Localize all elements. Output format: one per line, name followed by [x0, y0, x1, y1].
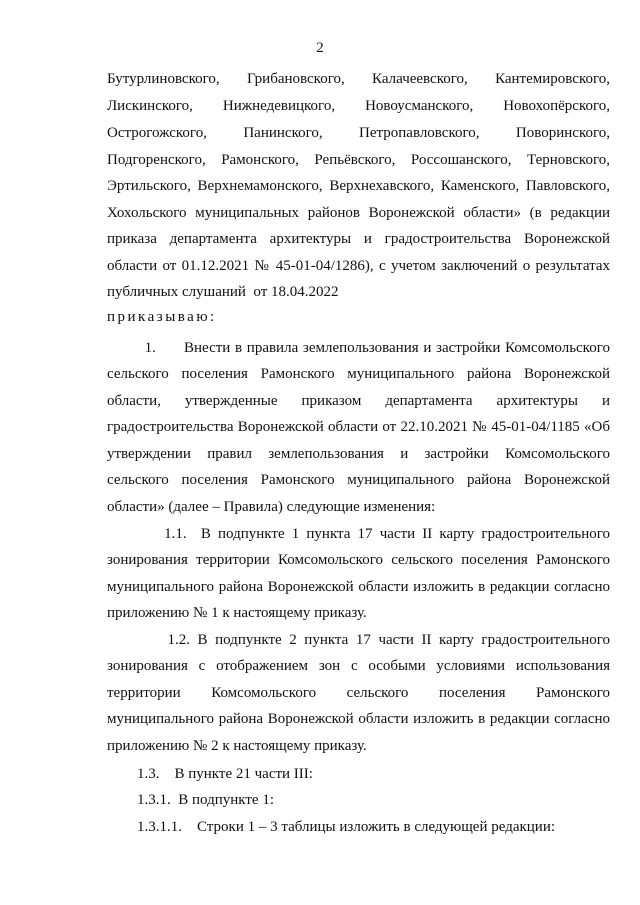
text-line: Эртильского, Верхнемамонского, Верхнехавского, Каменского, Павловского, — [107, 178, 610, 194]
text-line: области, утвержденные приказом департамента архитектуры и — [107, 393, 610, 409]
text-line: приказа департамента архитектуры и градостроительства Воронежской — [107, 231, 610, 247]
text-line: Бутурлиновского, Грибановского, Калачеевского, Кантемировского, — [107, 71, 610, 87]
text-line: зонирования территории Комсомольского сельского поселения Рамонского — [107, 552, 610, 568]
text-line: 1.1. В подпункте 1 пункта 17 части II карту градостроительного — [107, 526, 610, 542]
text-line: Лискинского, Нижнедевицкого, Новоусманского, Новохопёрского, — [107, 98, 610, 114]
text-line: 1. Внести в правила землепользования и застройки Комсомольского — [107, 340, 610, 356]
text-line: муниципального района Воронежской области изложить в редакции согласно — [107, 579, 610, 595]
text-line: сельского поселения Рамонского муниципального района Воронежской — [107, 472, 610, 488]
text-line: 1.3.1.1. Строки 1 – 3 таблицы изложить в следующей редакции: — [107, 819, 556, 835]
text-line: 1.3.1. В подпункте 1: — [107, 792, 275, 808]
text-line: области от 01.12.2021 № 45-01-04/1286), с учетом заключений о результатах — [107, 258, 610, 274]
text-line: зонирования с отображением зон с особыми условиями использования — [107, 658, 610, 674]
page-number: 2 — [316, 40, 324, 56]
text-line: публичных слушаний от 18.04.2022 — [107, 284, 339, 300]
text-line: муниципального района Воронежской области изложить в редакции согласно — [107, 711, 610, 727]
text-line: 1.2. В подпункте 2 пункта 17 части II карту градостроительного — [107, 632, 610, 648]
text-line: сельского поселения Рамонского муниципального района Воронежской — [107, 366, 610, 382]
text-line: утверждении правил землепользования и застройки Комсомольского — [107, 446, 610, 462]
text-line: территории Комсомольского сельского поселения Рамонского — [107, 685, 610, 701]
text-line: Острогожского, Панинского, Петропавловского, Поворинского, — [107, 125, 610, 141]
text-line: Подгоренского, Рамонского, Репьёвского, Россошанского, Терновского, — [107, 152, 610, 168]
text-line: приложению № 2 к настоящему приказу. — [107, 738, 367, 754]
text-line: Хохольского муниципальных районов Воронежской области» (в редакции — [107, 205, 610, 221]
text-line: 1.3. В пункте 21 части III: — [107, 766, 313, 782]
order-word: приказываю: — [107, 309, 217, 325]
text-line: приложению № 1 к настоящему приказу. — [107, 605, 367, 621]
text-line: области» (далее – Правила) следующие изменения: — [107, 499, 436, 515]
text-line: градостроительства Воронежской области от 22.10.2021 № 45-01-04/1185 «Об — [107, 419, 610, 435]
